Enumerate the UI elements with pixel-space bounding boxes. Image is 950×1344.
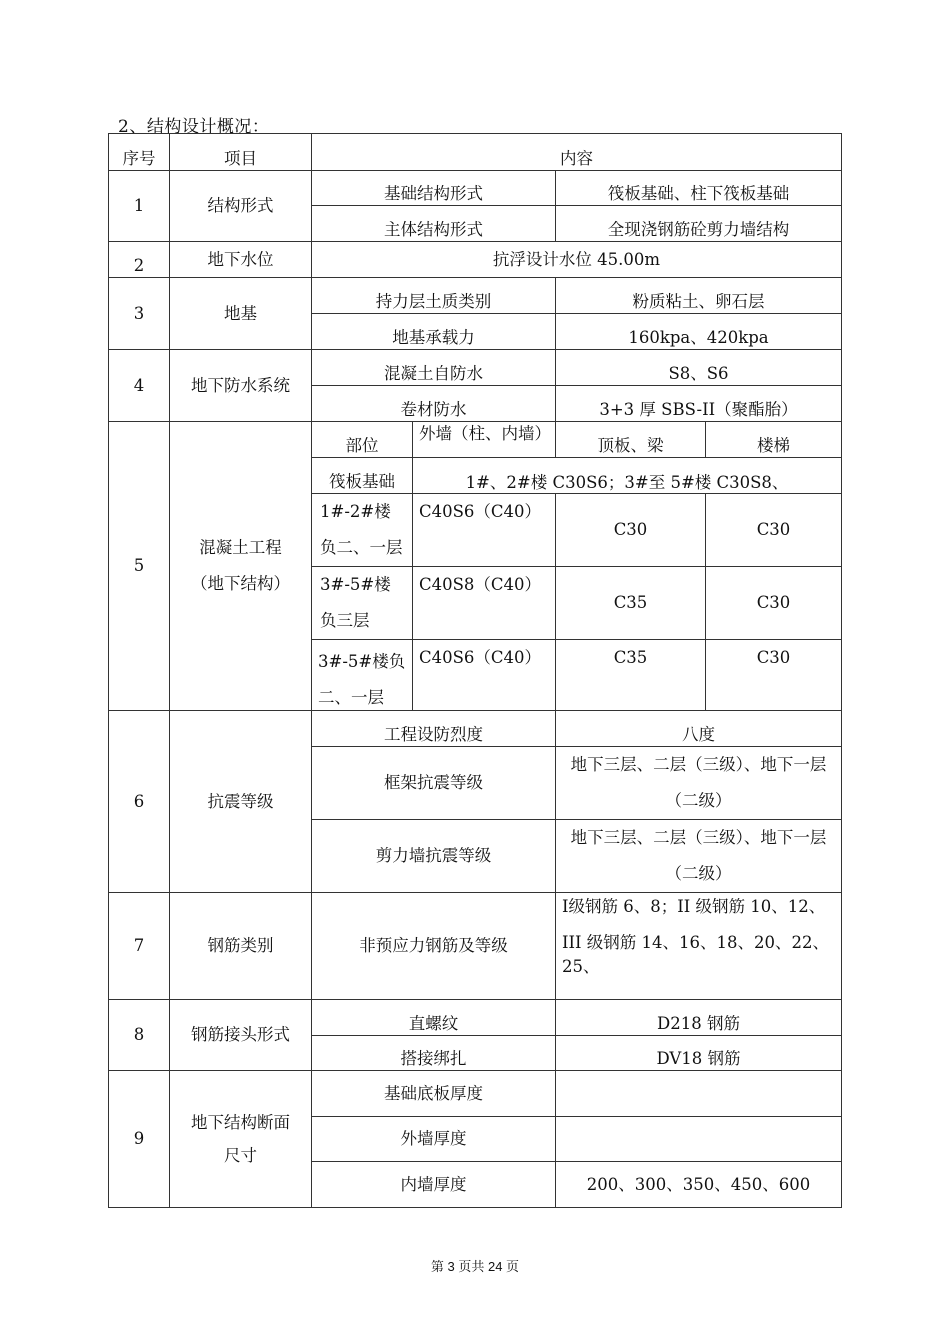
concrete-wall: C40S8（C40） <box>413 567 556 640</box>
row9-item: 地下结构断面尺寸 <box>170 1071 312 1208</box>
concrete-col-roof: 顶板、梁 <box>556 422 706 458</box>
row1-b-label: 主体结构形式 <box>312 206 556 242</box>
concrete-stair: C30 <box>706 494 842 567</box>
row1-seq: 1 <box>109 171 170 242</box>
header-content: 内容 <box>312 134 842 171</box>
row6-a-value: 八度 <box>556 711 842 747</box>
table-row <box>109 350 842 386</box>
concrete-col-stair: 楼梯 <box>706 422 842 458</box>
row5-item-line2: （地下结构） <box>191 574 290 593</box>
row4-b-label: 卷材防水 <box>312 386 556 422</box>
concrete-wall: C40S6（C40） <box>413 640 556 711</box>
concrete-stair: C30 <box>706 567 842 640</box>
row9-seq: 9 <box>109 1071 170 1208</box>
row4-a-value: S8、S6 <box>556 350 842 386</box>
row3-a-value: 粉质粘土、卵石层 <box>556 278 842 314</box>
row6-b-value: 地下三层、二层（三级）、地下一层（二级） <box>556 747 842 820</box>
structure-design-table <box>108 133 842 1208</box>
row4-b-value: 3+3 厚 SBS-II（聚酯胎） <box>556 386 842 422</box>
row4-seq: 4 <box>109 350 170 422</box>
row7-value-line2: III 级钢筋 14、16、18、20、22、25、 <box>562 933 830 976</box>
row9-c-value: 200、300、350、450、600 <box>556 1162 842 1208</box>
row6-a-label: 工程设防烈度 <box>312 711 556 747</box>
row7-value-line1: Ⅰ级钢筋 6、8；II 级钢筋 10、12、 <box>562 897 826 916</box>
row2-value: 抗浮设计水位 45.00m <box>312 242 842 278</box>
row4-a-label: 混凝土自防水 <box>312 350 556 386</box>
table-row <box>109 242 842 278</box>
row9-a-value <box>556 1071 842 1117</box>
concrete-col-part: 部位 <box>312 422 413 458</box>
row8-a-value: D218 钢筋 <box>556 1000 842 1036</box>
row1-a-value: 筏板基础、柱下筏板基础 <box>556 171 842 206</box>
row7-seq: 7 <box>109 893 170 1000</box>
concrete-stair: C30 <box>706 640 842 711</box>
table-row <box>109 1071 842 1117</box>
concrete-roof: C35 <box>556 567 706 640</box>
raft-value: 1#、2#楼 C30S6；3#至 5#楼 C30S8、 <box>413 458 842 494</box>
concrete-part: 1#-2#楼负二、一层 <box>312 494 413 567</box>
concrete-roof: C30 <box>556 494 706 567</box>
row6-seq: 6 <box>109 711 170 893</box>
table-row <box>109 278 842 314</box>
row3-seq: 3 <box>109 278 170 350</box>
row3-b-value: 160kpa、420kpa <box>556 314 842 350</box>
row9-a-label: 基础底板厚度 <box>312 1071 556 1117</box>
row3-item: 地基 <box>170 278 312 350</box>
row5-seq: 5 <box>109 422 170 711</box>
row7-value <box>556 893 842 1000</box>
table-row <box>109 893 842 1000</box>
row9-b-value <box>556 1117 842 1162</box>
row8-seq: 8 <box>109 1000 170 1071</box>
concrete-part: 3#-5#楼负二、一层 <box>312 640 413 711</box>
row8-item: 钢筋接头形式 <box>170 1000 312 1071</box>
header-item: 项目 <box>170 134 312 171</box>
row6-item: 抗震等级 <box>170 711 312 893</box>
table-row <box>109 422 842 458</box>
row6-c-value: 地下三层、二层（三级）、地下一层（二级） <box>556 820 842 893</box>
row8-b-value: DV18 钢筋 <box>556 1036 842 1071</box>
row1-b-value: 全现浇钢筋砼剪力墙结构 <box>556 206 842 242</box>
row9-c-label: 内墙厚度 <box>312 1162 556 1208</box>
row1-item: 结构形式 <box>170 171 312 242</box>
concrete-col-wall <box>413 422 556 458</box>
table-header-row <box>109 134 842 171</box>
table-row <box>109 711 842 747</box>
section-heading: 2、结构设计概况： <box>118 117 270 137</box>
raft-label: 筏板基础 <box>312 458 413 494</box>
row4-item: 地下防水系统 <box>170 350 312 422</box>
row5-item-line1: 混凝土工程 <box>199 538 282 557</box>
header-seq: 序号 <box>109 134 170 171</box>
row3-a-label: 持力层土质类别 <box>312 278 556 314</box>
row3-b-label: 地基承载力 <box>312 314 556 350</box>
row6-c-label: 剪力墙抗震等级 <box>312 820 556 893</box>
page-footer: 第 3 页共 24 页 <box>430 1259 520 1274</box>
concrete-part: 3#-5#楼负三层 <box>312 567 413 640</box>
row1-a-label: 基础结构形式 <box>312 171 556 206</box>
concrete-col-wall-text: 外墙（柱、内墙） <box>419 424 551 443</box>
concrete-wall: C40S6（C40） <box>413 494 556 567</box>
row2-seq: 2 <box>109 242 170 278</box>
row8-a-label: 直螺纹 <box>312 1000 556 1036</box>
row9-b-label: 外墙厚度 <box>312 1117 556 1162</box>
row5-item <box>170 422 312 711</box>
row7-item: 钢筋类别 <box>170 893 312 1000</box>
row7-label: 非预应力钢筋及等级 <box>312 893 556 1000</box>
concrete-roof: C35 <box>556 640 706 711</box>
row2-item: 地下水位 <box>170 242 312 278</box>
row6-b-label: 框架抗震等级 <box>312 747 556 820</box>
table-row <box>109 1000 842 1036</box>
table-row <box>109 171 842 206</box>
row8-b-label: 搭接绑扎 <box>312 1036 556 1071</box>
